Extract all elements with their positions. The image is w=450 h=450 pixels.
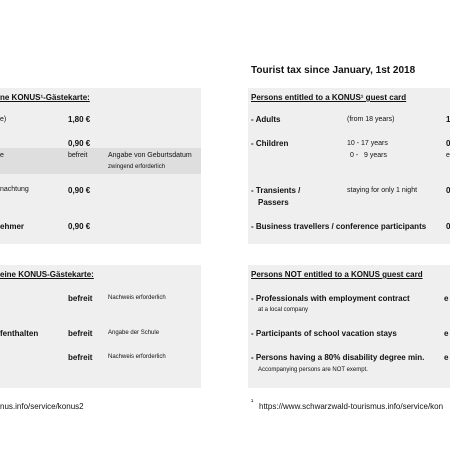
left-footer-link[interactable]: nus.info/service/konus2: [0, 402, 84, 411]
disability-value: e: [444, 353, 449, 362]
disability-label: - Persons having a 80% disability degree min.: [251, 353, 425, 362]
transients-label-2: Passers: [258, 198, 289, 207]
school-value: e: [444, 329, 449, 338]
left-row-4-label: nachtung: [0, 186, 29, 193]
adults-label: - Adults: [251, 115, 281, 124]
left-row-3-note-2: zwingend erforderlich: [108, 164, 166, 170]
left-row-3-status: befreit: [68, 152, 88, 159]
school-label: - Participants of school vacation stays: [251, 329, 397, 338]
adults-value: 1: [446, 115, 450, 124]
left-p2-row-1-status: befreit: [68, 294, 93, 303]
right-panel-2-heading: Persons NOT entitled to a KONUS guest card: [251, 270, 423, 279]
left-row-5-label: ehmer: [0, 222, 25, 231]
left-row-5-price: 0,90 €: [68, 222, 91, 231]
page-title: Tourist tax since January, 1st 2018: [251, 65, 416, 76]
left-row-1-price: 1,80 €: [68, 115, 91, 124]
left-panel-2-heading: eine KONUS-Gästekarte:: [0, 270, 94, 279]
adults-note: (from 18 years): [347, 116, 395, 123]
left-panel-1-heading: ne KONUS¹-Gästekarte:: [0, 93, 90, 102]
left-row-1-label: e): [0, 116, 7, 123]
professionals-value: e: [444, 294, 449, 303]
professionals-sub: at a local company: [258, 307, 309, 313]
left-p2-row-2-note: Angabe der Schule: [108, 330, 160, 336]
footnote-mark: ¹: [251, 399, 254, 406]
right-panel-1-heading: Persons entitled to a KONUS¹ guest card: [251, 93, 407, 102]
children-range-1: 10 - 17 years: [347, 140, 388, 147]
business-label: - Business travellers / conference participants: [251, 222, 427, 231]
transients-label-1: - Transients /: [251, 186, 301, 195]
left-p2-row-3-status: befreit: [68, 353, 93, 362]
children-value-2: e: [446, 152, 450, 159]
right-panel-1: [248, 88, 450, 244]
left-row-3-label: e: [0, 152, 4, 159]
children-label: - Children: [251, 139, 289, 148]
children-value-1: 0: [446, 139, 450, 148]
left-row-4-price: 0,90 €: [68, 186, 91, 195]
business-value: 0: [446, 222, 450, 231]
transients-note: staying for only 1 night: [347, 187, 418, 194]
left-row-3-note: Angabe von Geburtsdatum: [108, 152, 192, 159]
left-panel-2: [0, 265, 201, 388]
right-footer-link[interactable]: https://www.schwarzwald-tourismus.info/service/kon: [259, 402, 444, 411]
left-row-2-price: 0,90 €: [68, 139, 91, 148]
left-p2-row-2-label: fenthalten: [0, 329, 39, 338]
left-p2-row-2-status: befreit: [68, 329, 93, 338]
children-range-2: 0 - 9 years: [350, 152, 387, 159]
transients-value: 0: [446, 186, 450, 195]
professionals-label: - Professionals with employment contract: [251, 294, 410, 303]
left-p2-row-3-note: Nachweis erforderlich: [108, 354, 166, 360]
left-p2-row-1-note: Nachweis erforderlich: [108, 295, 166, 301]
disability-sub: Accompanying persons are NOT exempt.: [258, 367, 368, 373]
